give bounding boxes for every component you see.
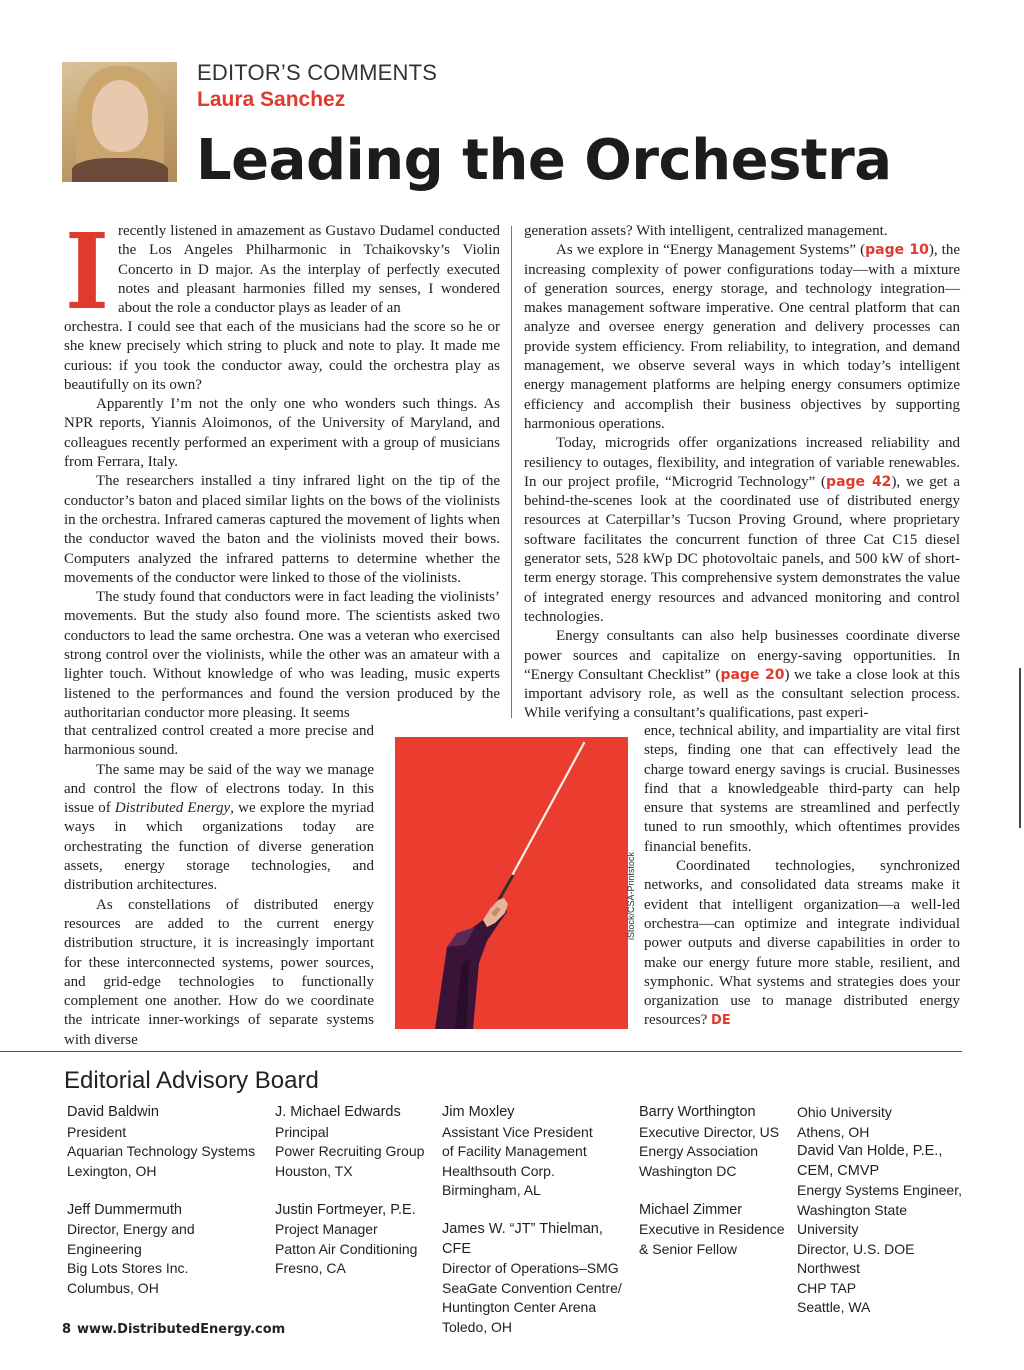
board-member: Jeff Dummermuth Director, Energy and Engineering Big Lots Stores Inc. Columbus, OH — [67, 1201, 195, 1296]
board-title: Editorial Advisory Board — [64, 1067, 319, 1094]
paragraph: recently listened in amazement as Gustavo Dudamel conducted the Los Angeles Philharmonic in Tchaikovsky’s Violin Concerto in D major. As the interplay of perfectly executed notes and pleasant harmonies filled my senses, I wondered about the role a conductor plays as leader of an — [118, 223, 500, 317]
column-divider — [511, 226, 512, 718]
board-member: Barry Worthington Executive Director, US Energy Association Washington DC — [639, 1104, 780, 1179]
paragraph: The researchers installed a tiny infrared light on the tip of the conductor’s baton and placed similar lights on the bows of the violinists in the orchestra. Infrared cameras captured the movement of lights when the conductor waved the baton and the violinists moved their bows. Computers analyzed the infrared patterns to determine whether the movements of the conductor were linked to those of the violinists. — [64, 473, 500, 586]
column-1-wrap — [64, 722, 374, 1050]
board-member: Ohio University Athens, OH — [797, 1104, 892, 1140]
paragraph: that centralized control created a more precise and harmonious sound. — [64, 723, 374, 759]
column-2-body — [524, 222, 960, 724]
board-column-5 — [797, 1103, 967, 1318]
board-member: J. Michael Edwards Principal Power Recruiting Group Houston, TX — [275, 1104, 425, 1179]
paragraph: The study found that conductors were in fact leading the violinists’ movements. But the study also found more. The scientists asked two conductors to lead the same orchestra. One was a veteran who exercised strong control over the violinists, while the other was an amateur with a lighter touch. Without knowledge of who was leading, music experts listened to the performances and found the version produced by the authoritarian conductor more pleasing. It seems — [64, 589, 500, 721]
headline: Leading the Orchestra — [196, 128, 892, 193]
board-member: James W. “JT” Thielman, CFE Director of Operations–SMG SeaGate Convention Centre/ Huntington Center Arena Toledo, OH — [442, 1221, 622, 1335]
conductor-illustration — [395, 737, 628, 1029]
paragraph: generation assets? With intelligent, centralized management. — [524, 223, 888, 239]
paragraph: As we explore in “Energy Management Systems” (page 10), the increasing complexity of power configurations today—with a mixture of generation sources, energy storage, and technology integration—makes management software imperative. One central platform that can analyze and oversee energy generation and delivery processes can provide system efficiency. From reliability, to integration, and demand management, we observe several ways in which today’s intelligent energy management platforms are helping energy consumers optimize efficiency and accomplish their business objectives by supporting harmonious operations. — [524, 242, 960, 432]
column-1-body — [64, 318, 500, 723]
paragraph: Coordinated technologies, synchronized networks, and consolidated data streams make it evident that intelligent organization—a well-led orchestra—can optimize and integrate individual power outputs and diverse capabilities in order to make our energy future more stable, resilient, and symphonic. What systems and strategies does your organization use to manage distributed energy resources? DE — [644, 858, 960, 1029]
website-link[interactable]: www.DistributedEnergy.com — [77, 1322, 286, 1337]
paragraph: The same may be said of the way we manage and control the flow of electrons today. In this issue of Distributed Energy, we explore the myriad ways in which organizations today are orchestrating the function of diverse generation assets, energy storage technologies, and distribution architectures. — [64, 761, 375, 894]
board-member: Jim Moxley Assistant Vice President of Facility Management Healthsouth Corp. Birmingham, AL — [442, 1104, 593, 1198]
board-member: David Van Holde, P.E., CEM, CMVP Energy Systems Engineer, Washington State University Director, U.S. DOE Northwest CHP TAP Seattle, WA — [797, 1143, 962, 1315]
board-member: Justin Fortmeyer, P.E. Project Manager Patton Air Conditioning Fresno, CA — [275, 1201, 418, 1276]
board-column-4 — [639, 1103, 789, 1279]
page-reference-link[interactable]: page 10 — [865, 242, 929, 259]
image-credit: iStock/CSA-Printstock — [626, 851, 636, 940]
paragraph: As constellations of distributed energy resources are added to the current energy distribution structure, it is increasingly important for these interconnected systems, power sources, and grid-edge technologies to functionally complement one another. How do we coordinate the intricate inner-workings of separate systems with diverse — [64, 896, 374, 1048]
board-column-2 — [275, 1103, 435, 1298]
board-column-1 — [67, 1103, 267, 1318]
paragraph: ence, technical ability, and impartiality are vital first steps, finding one that can effectively lead the charge toward energy savings is crucial. Businesses find that a knowledgeable third-party can help ensure that systems are streamlined and perfectly tuned to run smoothly, which oftentimes provides financial benefits. — [644, 723, 960, 855]
page-reference-link[interactable]: page 20 — [720, 666, 785, 683]
page-reference-link[interactable]: page 42 — [826, 473, 892, 490]
section-rule — [0, 1051, 962, 1052]
section-kicker: EDITOR’S COMMENTS — [197, 60, 438, 85]
board-column-3 — [442, 1103, 632, 1357]
drop-cap — [62, 224, 112, 314]
end-mark: DE — [711, 1013, 731, 1029]
author-name: Laura Sanchez — [197, 88, 346, 111]
publication-title: Distributed Energy — [114, 800, 231, 817]
paragraph: Today, microgrids offer organizations increased reliability and resiliency to outages, flexibility, and integration of variable renewables. In our project profile, “Microgrid Technology” (page 42), we get a behind-the-scenes look at the coordinated use of distributed energy resources at Caterpillar’s Tucson Proving Ground, where proprietary software facilitates the concurrent function of three Cat C15 diesel generator sets, 528 kWp DC photovoltaic panels, and 500 kW of short-term energy storage. This comprehensive system demonstrates the value of integrated energy resources and advanced monitoring and control technologies. — [524, 435, 961, 625]
page-number: 8 — [62, 1322, 72, 1337]
paragraph: orchestra. I could see that each of the musicians had the score so he or she knew precisely which string to pluck and note to play. It made me curious: if you took the conductor away, could the orchestra play as beautifully on its own? — [64, 319, 500, 393]
column-2-wrap — [644, 722, 960, 1031]
board-member: Michael Zimmer Executive in Residence & Senior Fellow — [639, 1201, 785, 1257]
svg-text:I: I — [65, 224, 109, 314]
page-edge-mark — [1019, 668, 1021, 828]
board-member: David Baldwin President Aquarian Technology Systems Lexington, OH — [67, 1104, 256, 1179]
page-footer — [62, 1322, 285, 1337]
paragraph: Energy consultants can also help businesses coordinate diverse power sources and capitalize on energy-saving opportunities. In “Energy Consultant Checklist” (page 20) we take a close look at this important advisory role, as well as the consultant selection process. While verifying a consultant’s qualifications, past experi- — [524, 628, 960, 722]
author-photo — [62, 62, 177, 182]
column-1-lead — [118, 222, 500, 318]
paragraph: Apparently I’m not the only one who wonders such things. As NPR reports, Yiannis Aloimonos, of the University of Maryland, and colleagues recently performed an experiment with a group of musicians from Ferrara, Italy. — [64, 396, 500, 471]
